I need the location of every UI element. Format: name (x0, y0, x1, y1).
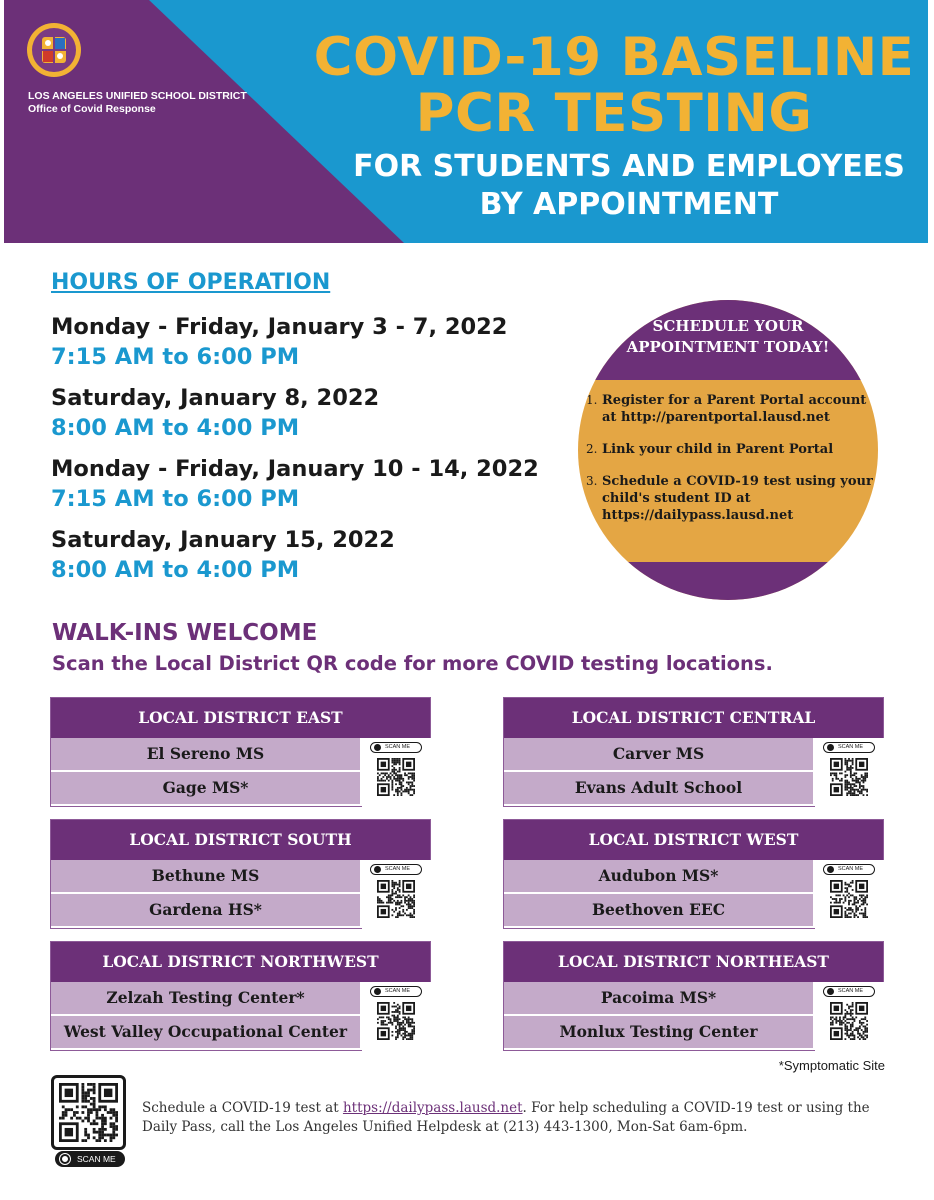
dailypass-link[interactable]: https://dailypass.lausd.net (342, 1100, 523, 1116)
qr-code[interactable] (815, 982, 884, 1051)
header-banner (4, 0, 928, 243)
district-name: LOCAL DISTRICT NORTHWEST (51, 942, 430, 982)
footer-text-before: Schedule a COVID-19 test at (142, 1100, 343, 1116)
scan-me-label: SCAN ME (838, 988, 864, 994)
hours-date: Saturday, January 8, 2022 (51, 385, 380, 411)
step-number: 1. (586, 393, 598, 407)
site-name: West Valley Occupational Center (51, 1016, 360, 1048)
scan-me-badge (823, 864, 875, 875)
qr-code[interactable] (815, 860, 884, 929)
phone-icon (60, 1154, 70, 1164)
site-name: Beethoven EEC (504, 894, 813, 926)
walkins-title: WALK-INS WELCOME (52, 620, 318, 646)
phone-icon (374, 744, 381, 751)
district-card-south (50, 819, 431, 929)
page-title (294, 27, 928, 144)
title-line-1: COVID-19 BASELINE (313, 27, 915, 88)
footer-scan-me-badge (55, 1151, 125, 1167)
schedule-title (578, 316, 878, 358)
schedule-circle (578, 300, 878, 600)
district-name: LOCAL DISTRICT NORTHEAST (504, 942, 883, 982)
district-name: LOCAL DISTRICT WEST (504, 820, 883, 860)
schedule-step (586, 441, 878, 458)
footer-qr-code[interactable] (51, 1075, 126, 1150)
hours-block (51, 454, 539, 514)
circle-bottom-band (578, 562, 878, 600)
phone-icon (374, 866, 381, 873)
office-name: Office of Covid Response (28, 103, 156, 115)
site-name: Bethune MS (51, 860, 360, 892)
step-text: Schedule a COVID-19 test using your child's student ID at https://dailypass.lausd.net (602, 474, 873, 523)
hours-time: 8:00 AM to 4:00 PM (51, 415, 300, 441)
schedule-title-line-2: APPOINTMENT TODAY! (626, 338, 830, 356)
hours-block (51, 525, 539, 585)
qr-code-icon (830, 758, 868, 796)
scan-me-label: SCAN ME (385, 744, 411, 750)
hours-block (51, 383, 539, 443)
schedule-title-line-1: SCHEDULE YOUR (652, 317, 804, 335)
district-card-east (50, 697, 431, 807)
site-name: Audubon MS* (504, 860, 813, 892)
scan-me-label: SCAN ME (838, 744, 864, 750)
scan-me-badge (823, 742, 875, 753)
site-name: Gardena HS* (51, 894, 360, 926)
scan-me-label: SCAN ME (385, 866, 411, 872)
hours-time: 7:15 AM to 6:00 PM (51, 344, 300, 370)
hours-date: Saturday, January 15, 2022 (51, 527, 395, 553)
scan-me-label: SCAN ME (838, 866, 864, 872)
site-name: Pacoima MS* (504, 982, 813, 1014)
lausd-seal-logo (26, 22, 82, 78)
hours-list (51, 312, 539, 596)
qr-code-icon (377, 880, 415, 918)
hours-date: Monday - Friday, January 3 - 7, 2022 (51, 314, 508, 340)
hours-time: 7:15 AM to 6:00 PM (51, 486, 300, 512)
qr-code[interactable] (362, 982, 431, 1051)
hours-block (51, 312, 539, 372)
district-card-west (503, 819, 884, 929)
schedule-step (586, 392, 878, 426)
scan-me-badge (370, 986, 422, 997)
walkins-subtitle: Scan the Local District QR code for more COVID testing locations. (52, 652, 773, 675)
site-name: Gage MS* (51, 772, 360, 804)
qr-code-icon (377, 758, 415, 796)
subtitle-line-2: BY APPOINTMENT (479, 187, 779, 222)
hours-time: 8:00 AM to 4:00 PM (51, 557, 300, 583)
site-name: Carver MS (504, 738, 813, 770)
footer-help-text (142, 1099, 902, 1137)
hours-heading: HOURS OF OPERATION (51, 270, 331, 295)
schedule-step (586, 473, 878, 524)
site-name: Evans Adult School (504, 772, 813, 804)
phone-icon (827, 988, 834, 995)
district-name: LOCAL DISTRICT CENTRAL (504, 698, 883, 738)
scan-me-badge (370, 864, 422, 875)
district-name: LOCAL DISTRICT EAST (51, 698, 430, 738)
page-subtitle (334, 148, 924, 224)
qr-code[interactable] (815, 738, 884, 807)
district-name: LOS ANGELES UNIFIED SCHOOL DISTRICT (28, 90, 247, 102)
phone-icon (827, 866, 834, 873)
district-name: LOCAL DISTRICT SOUTH (51, 820, 430, 860)
phone-icon (374, 988, 381, 995)
phone-icon (827, 744, 834, 751)
district-card-northeast (503, 941, 884, 1051)
scan-me-label: SCAN ME (385, 988, 411, 994)
qr-code[interactable] (362, 860, 431, 929)
qr-code-icon (377, 1002, 415, 1040)
qr-code-icon (59, 1083, 118, 1142)
scan-me-label: SCAN ME (77, 1154, 116, 1164)
step-text: Register for a Parent Portal account at http://parentportal.lausd.net (602, 393, 867, 425)
scan-me-badge (370, 742, 422, 753)
qr-code-icon (830, 1002, 868, 1040)
title-line-2: PCR TESTING (415, 83, 813, 144)
district-card-central (503, 697, 884, 807)
site-name: El Sereno MS (51, 738, 360, 770)
symptomatic-note: *Symptomatic Site (778, 1058, 885, 1073)
qr-code-icon (830, 880, 868, 918)
scan-me-badge (823, 986, 875, 997)
site-name: Zelzah Testing Center* (51, 982, 360, 1014)
district-card-northwest (50, 941, 431, 1051)
step-number: 3. (586, 474, 598, 488)
hours-date: Monday - Friday, January 10 - 14, 2022 (51, 456, 539, 482)
site-name: Monlux Testing Center (504, 1016, 813, 1048)
step-number: 2. (586, 442, 598, 456)
schedule-steps (586, 392, 878, 539)
subtitle-line-1: FOR STUDENTS AND EMPLOYEES (353, 149, 905, 184)
footer-text-after: . For help scheduling a COVID-19 test or using the Daily Pass, call the Los Angeles Unified Helpdesk at (213) 443-1300, Mon-Sat 6am-6pm. (142, 1100, 870, 1135)
step-text: Link your child in Parent Portal (602, 442, 834, 457)
qr-code[interactable] (362, 738, 431, 807)
